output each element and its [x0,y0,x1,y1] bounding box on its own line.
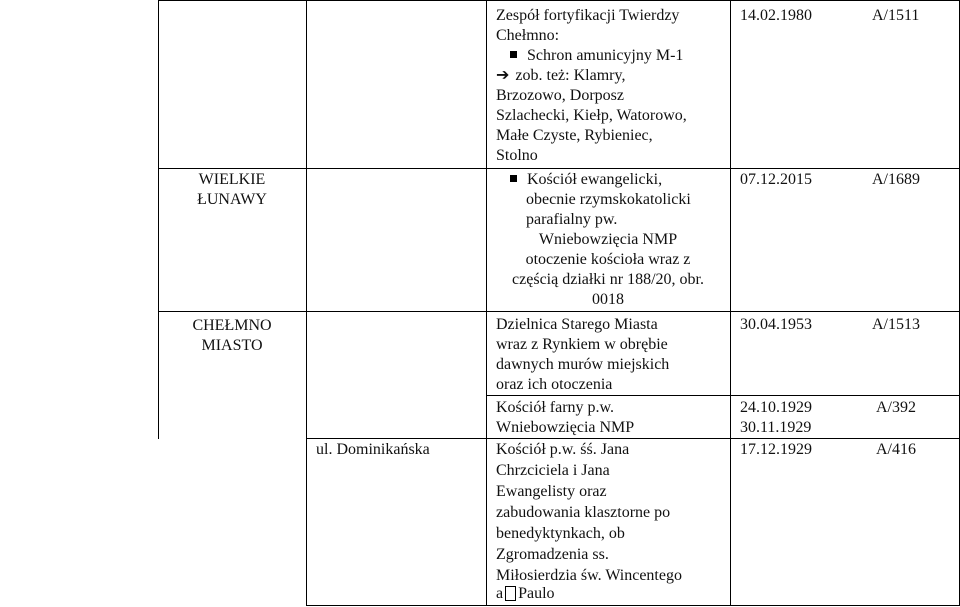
col-border [306,0,307,606]
see-also-line: ➔ zob. też: Klamry, [496,67,626,84]
object-line: Kościół farny p.w. [496,399,615,416]
street-name: ul. Dominikańska [316,441,430,458]
square-bullet-icon [510,175,517,182]
col-border [158,0,159,439]
register-number: A/1511 [872,7,920,24]
entry-date-2: 30.11.1929 [740,419,812,436]
col-border [730,0,731,606]
entry-date: 17.12.1929 [740,441,812,458]
arrow-right-icon: ➔ [496,67,510,84]
object-line: Miłosierdzia św. Wincentego [496,567,682,584]
object-line: a Paulo [496,585,555,602]
see-also-line: Małe Czyste, Rybieniec, [496,127,653,144]
table-border-bottom [306,605,960,606]
object-line: Kościół p.w. śś. Jana [496,441,630,458]
entry-date: 30.04.1953 [740,316,812,333]
object-line: Chrzciciela i Jana [496,462,610,479]
entry-date: 14.02.1980 [740,7,812,24]
object-sub-item: Schron amunicyjny M-1 [510,46,683,66]
table-border-top [158,0,960,1]
register-number: A/392 [876,399,916,416]
object-line: dawnych murów miejskich [496,356,670,373]
row-divider [158,168,960,169]
object-title-line: Chełmno: [496,27,560,44]
object-line: obecnie rzymskokatolicki [526,191,691,208]
object-title-line: Zespół fortyfikacji Twierdzy [496,7,680,24]
entry-date: 24.10.1929 [740,399,812,416]
object-line: Dzielnica Starego Miasta [496,316,658,333]
see-also-line: Stolno [496,147,538,164]
object-line: częścią działki nr 188/20, obr. [512,271,704,288]
object-line: otoczenie kościoła wraz z [525,251,691,268]
object-line: Zgromadzenia ss. [496,546,609,563]
object-line: 0018 [592,291,624,308]
object-line: benedyktynkach, ob [496,525,625,542]
object-line: oraz ich otoczenia [496,376,613,393]
row-divider [486,395,960,396]
row-divider [306,438,960,439]
square-bullet-icon [510,51,517,58]
register-number: A/1513 [872,316,920,333]
row-divider [158,311,960,312]
see-also-line: Szlachecki, Kiełp, Watorowo, [496,107,687,124]
register-number: A/416 [876,441,916,458]
object-line: zabudowania klasztorne po [496,504,671,521]
missing-glyph-icon [505,586,516,601]
col-border [486,0,487,606]
object-line: Wniebowzięcia NMP [496,419,635,436]
see-also-line: Brzozowo, Dorposz [496,87,624,104]
register-number: A/1689 [872,171,920,188]
place-name: CHEŁMNO MIASTO [192,317,272,354]
entry-date: 07.12.2015 [740,171,812,188]
object-line: Kościół ewangelicki, [510,170,662,190]
object-line: Ewangelisty oraz [496,483,607,500]
place-name: WIELKIE ŁUNAWY [197,171,267,208]
object-line: wraz z Rynkiem w obrębie [496,336,668,353]
object-line: parafialny pw. [526,211,618,228]
object-line: Wniebowzięcia NMP [538,231,678,248]
